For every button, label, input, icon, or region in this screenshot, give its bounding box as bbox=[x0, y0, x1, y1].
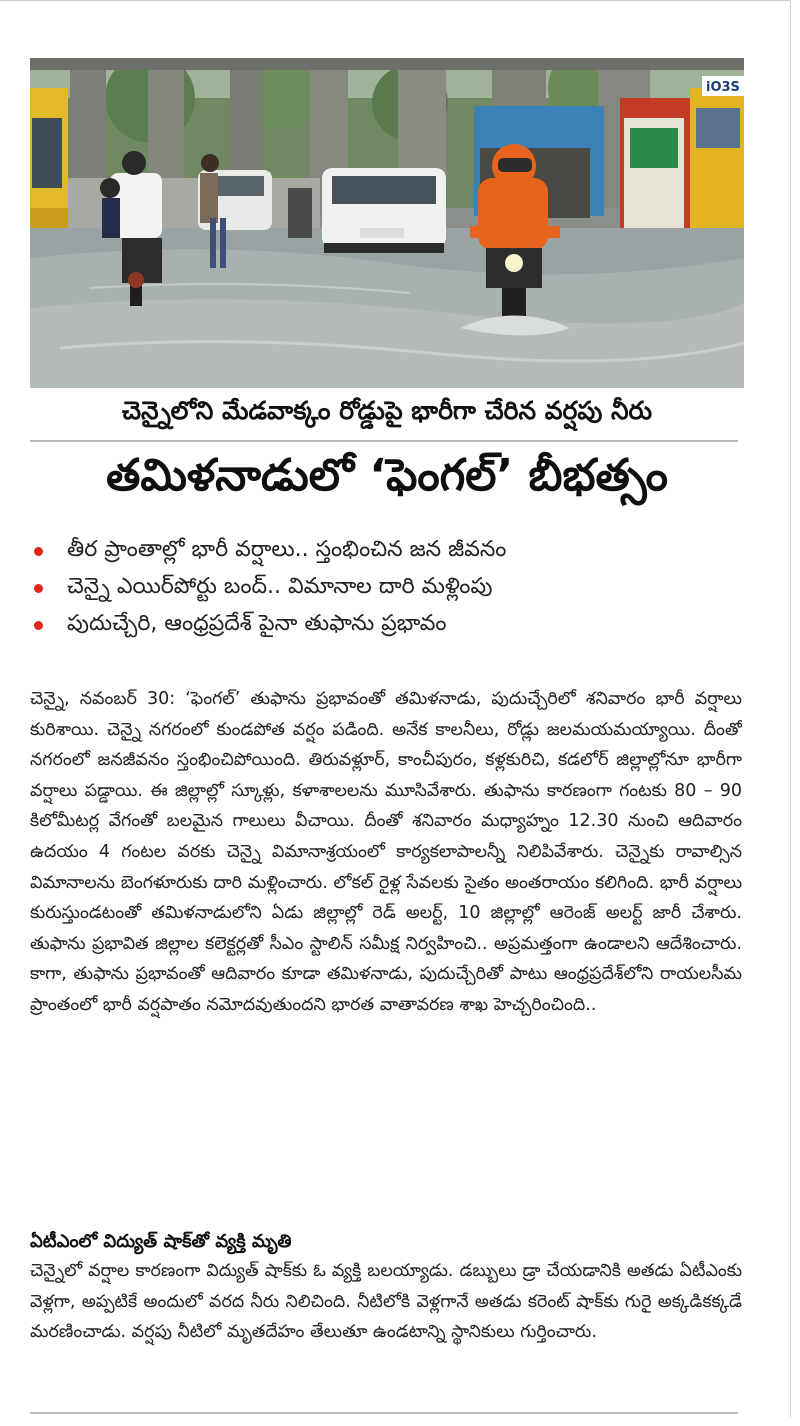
bullet-icon bbox=[34, 547, 43, 556]
bullet-icon bbox=[34, 584, 43, 593]
list-item bbox=[30, 607, 744, 644]
signboard-text: iO3S bbox=[706, 80, 740, 95]
article-body-secondary: చెన్నైలో వర్షాల కారణంగా విద్యుత్ షాక్‌కు ఓ వ్యక్తి బలయ్యాడు. డబ్బులు డ్రా చేయడానికి అతడు ఏటీఎంకు వెళ్లగా, అప్పటికే అందులో వరద నీరు నిలిచింది. నీటిలోకి వెళ్లగానే అతడు కరెంట్ షాక్‌కు గురై అక్కడికక్కడే మరణించాడు. వర్షపు నీటిలో మృతదేహం తేలుతూ ఉండటాన్ని స్థానికులు గుర్తించారు. bbox=[30, 1261, 742, 1342]
caption-divider bbox=[30, 440, 738, 442]
photo-caption: చెన్నైలోని మేడవాక్కం రోడ్డుపై భారీగా చేరిన వర్షపు నీరు bbox=[121, 396, 653, 425]
article-body: చెన్నై, నవంబర్ 30: ‘ఫెంగల్’ తుఫాను ప్రభావంతో తమిళనాడు, పుదుచ్చేరిలో శనివారం భారీ వర్షాలు కురిశాయి. చెన్నై నగరంలో కుండపోత వర్షం పడింది. అనేక కాలనీలు, రోడ్లు జలమయమయ్యాయి. దీంతో నగరంలో జనజీవనం స్తంభించిపోయింది. తిరువళ్లూర్, కాంచీపురం, కళ్లకురిచి, కడలోర్ జిల్లాల్లోనూ భారీగా వర్షాలు పడ్డాయి. ఈ జిల్లాల్లో స్కూళ్లు, కళాశాలలను మూసివేశారు. తుఫాను కారణంగా గంటకు 80 – 90 కిలోమీటర్ల వేగంతో బలమైన గాలులు వీచాయి. దీంతో శనివారం మధ్యాహ్నం 12.30 నుంచి ఆదివారం ఉదయం 4 గంటల వరకు చెన్నై విమానాశ్రయంలో కార్యకలాపాలన్నీ నిలిపివేశారు. చెన్నైకు రావాల్సిన విమానాలను బెంగళూరుకు దారి మళ్లించారు. లోకల్ రైళ్ల సేవలకు సైతం అంతరాయం కలిగింది. భారీ వర్షాలు కురుస్తుండటంతో తమిళనాడులోని ఏడు జిల్లాల్లో రెడ్ అలర్ట్, 10 జిల్లాల్లో ఆరెంజ్ అలర్ట్ జారీ చేశారు. తుఫాను ప్రభావిత జిల్లాల కలెక్టర్లతో సీఎం స్టాలిన్ సమీక్ష నిర్వహించి.. అప్రమత్తంగా ఉండాలని ఆదేశించారు. కాగా, తుఫాను ప్రభావంతో ఆదివారం కూడా తమిళనాడు, పుదుచ్చేరితో పాటు ఆంధ్రప్రదేశ్‌లోని రాయలసీమ ప్రాంతంలో భారీ వర్షపాతం నమోదవుతుందని భారత వాతావరణ శాఖ హెచ్చరించింది.. bbox=[30, 689, 742, 1015]
bullet-text: పుదుచ్చేరి, ఆంధ్రప్రదేశ్ పైనా తుఫాను ప్రభావం bbox=[67, 610, 447, 636]
list-item bbox=[30, 570, 744, 607]
bottom-divider bbox=[30, 1412, 738, 1414]
headline: తమిళనాడులో ‘ఫెంగల్’ బీభత్సం bbox=[106, 450, 668, 501]
list-item bbox=[30, 533, 744, 570]
flooded-road-photo bbox=[30, 58, 744, 388]
bullet-icon bbox=[34, 621, 43, 630]
article-subheading: ఏటీఎంలో విద్యుత్ షాక్‌తో వ్యక్తి మృతి bbox=[30, 1231, 292, 1252]
bullet-text: చెన్నై ఎయిర్‌పోర్టు బంద్.. విమానాల దారి మళ్లింపు bbox=[67, 573, 493, 599]
bullet-text: తీర ప్రాంతాల్లో భారీ వర్షాలు.. స్తంభించిన జన జీవనం bbox=[67, 536, 507, 562]
highlights-list bbox=[30, 533, 744, 644]
